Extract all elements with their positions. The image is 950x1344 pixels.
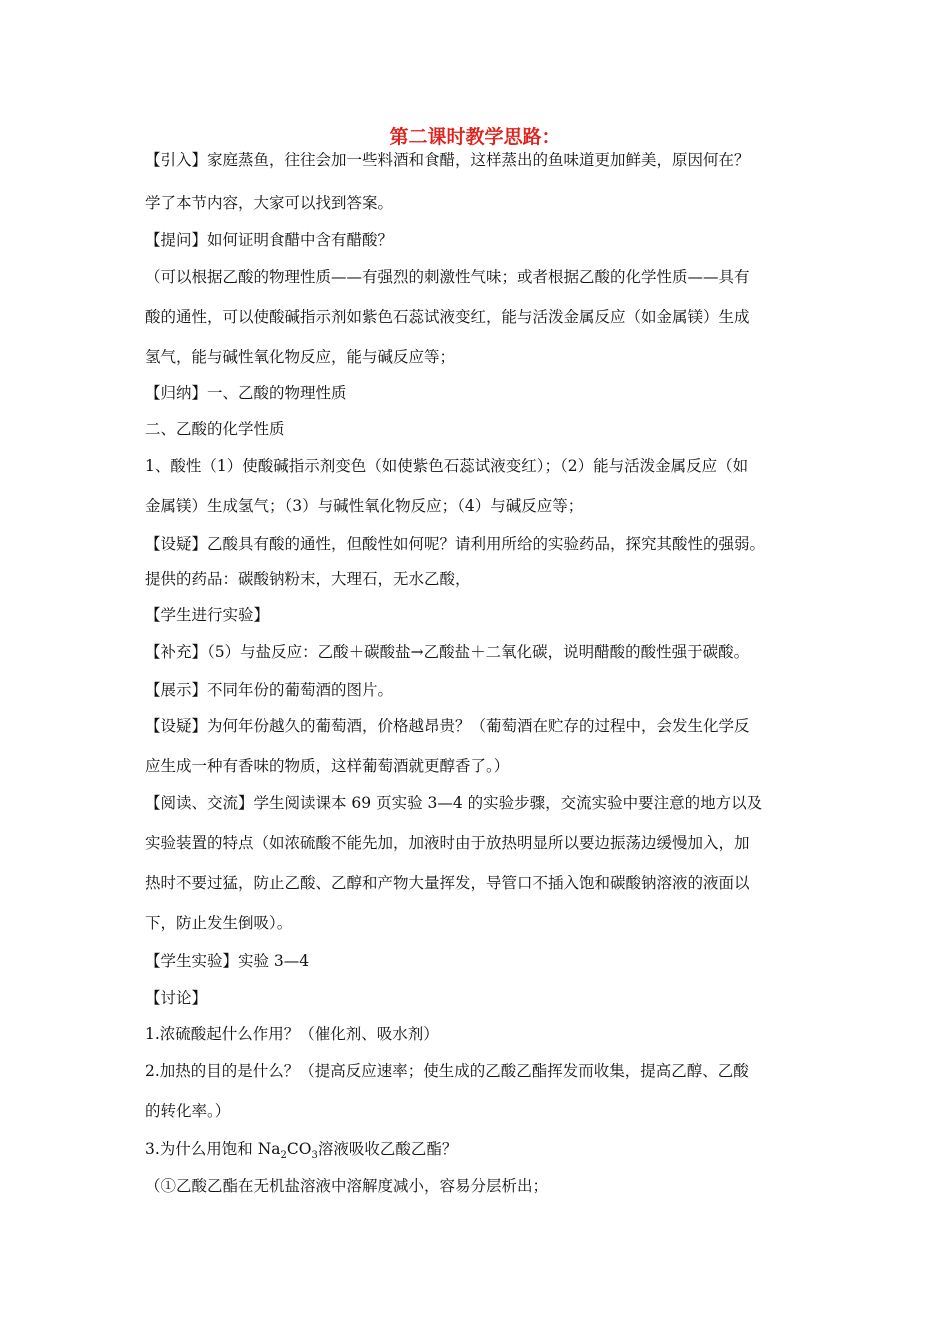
q3-subscript-2: 2 (280, 1150, 287, 1162)
page-title: 第二课时教学思路： (389, 126, 561, 148)
text-line: （①乙酸乙酯在无机盐溶液中溶解度减小，容易分层析出； (145, 1177, 549, 1195)
q3-suffix: 溶液吸收乙酸乙酯？ (317, 1140, 458, 1158)
text-line: 【引入】家庭蒸鱼，往往会加一些料酒和食醋，这样蒸出的鱼味道更加鲜美，原因何在？ (145, 151, 750, 169)
text-line: 学了本节内容，大家可以找到答案。 (145, 194, 394, 212)
text-line: 【设疑】乙酸具有酸的通性，但酸性如何呢？请利用所给的实验药品，探究其酸性的强弱。 (145, 535, 766, 553)
q3-subscript-3: 3 (311, 1150, 318, 1162)
text-line: 【学生实验】实验 3—4 (145, 952, 310, 970)
text-line: 【补充】（5）与盐反应：乙酸＋碳酸盐→乙酸盐＋二氧化碳，说明醋酸的酸性强于碳酸。 (145, 643, 750, 661)
text-line: 【设疑】为何年份越久的葡萄酒，价格越昂贵？（葡萄酒在贮存的过程中，会发生化学反 (145, 717, 750, 735)
text-line: 【阅读、交流】学生阅读课本 69 页实验 3—4 的实验步骤，交流实验中要注意的地方以及 (145, 794, 763, 812)
text-line: 【讨论】 (145, 989, 208, 1007)
text-line: 氢气，能与碱性氧化物反应，能与碱反应等； (145, 348, 456, 366)
text-line: 1、酸性（1）使酸碱指示剂变色（如使紫色石蕊试液变红）；（2）能与活泼金属反应（如 (145, 457, 749, 475)
text-line: 【提问】如何证明食醋中含有醋酸？ (145, 231, 394, 249)
q3-prefix: 3.为什么用饱和 Na (145, 1140, 281, 1158)
text-line: 的转化率。） (145, 1102, 231, 1120)
text-line: 金属镁）生成氢气；（3）与碱性氧化物反应；（4）与碱反应等； (145, 497, 584, 515)
text-line: 1.浓硫酸起什么作用？（催化剂、吸水剂） (145, 1025, 439, 1043)
text-line: 2.加热的目的是什么？（提高反应速率；使生成的乙酸乙酯挥发而收集，提高乙醇、乙酸 (145, 1062, 749, 1080)
text-line: 酸的通性，可以使酸碱指示剂如紫色石蕊试液变红，能与活泼金属反应（如金属镁）生成 (145, 308, 750, 326)
text-line: 热时不要过猛，防止乙酸、乙醇和产物大量挥发，导管口不插入饱和碳酸钠溶液的液面以 (145, 874, 750, 892)
question-3-line (145, 1139, 458, 1162)
text-line: 【学生进行实验】 (145, 606, 270, 624)
text-line: 实验装置的特点（如浓硫酸不能先加，加液时由于放热明显所以要边振荡边缓慢加入，加 (145, 834, 750, 852)
text-line: （可以根据乙酸的物理性质——有强烈的刺激性气味；或者根据乙酸的化学性质——具有 (145, 268, 750, 286)
text-line: 下，防止发生倒吸）。 (145, 914, 293, 932)
text-line: 【展示】不同年份的葡萄酒的图片。 (145, 681, 394, 699)
text-line: 【归纳】一、乙酸的物理性质 (145, 384, 347, 402)
q3-formula: CO (286, 1140, 312, 1158)
text-line: 提供的药品：碳酸钠粉末，大理石，无水乙酸， (145, 570, 471, 588)
text-line: 二、乙酸的化学性质 (145, 420, 285, 438)
text-line: 应生成一种有香味的物质，这样葡萄酒就更醇香了。） (145, 757, 510, 775)
